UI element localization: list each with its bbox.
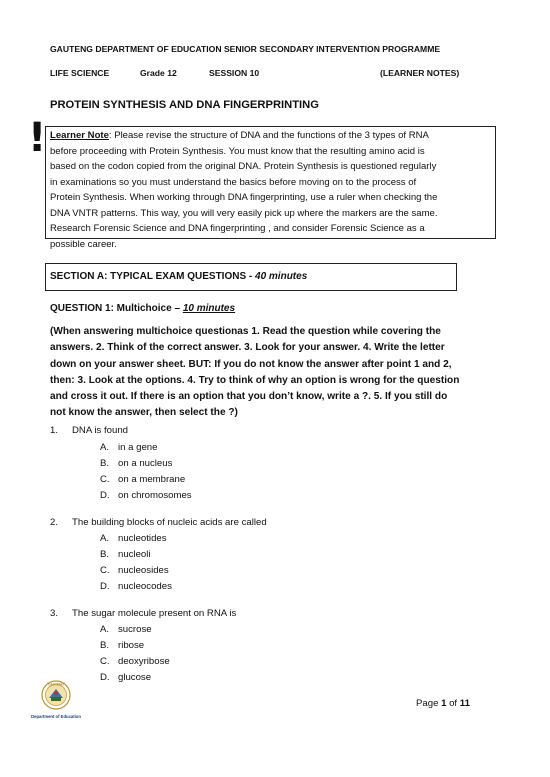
program-header: GAUTENG DEPARTMENT OF EDUCATION SENIOR SECONDARY INTERVENTION PROGRAMME	[50, 44, 441, 54]
question1-time: 10 minutes	[182, 303, 236, 314]
question-stem: The sugar molecule present on RNA is	[72, 608, 237, 619]
option-text: glucose	[118, 672, 152, 683]
option-text: deoxyribose	[118, 656, 170, 667]
option-letter: A.	[100, 624, 110, 635]
instructions	[50, 324, 498, 422]
option-letter: B.	[100, 549, 110, 560]
option-letter: C.	[100, 565, 110, 576]
current-page: 1	[441, 698, 447, 709]
option-letter: B.	[100, 458, 110, 469]
option-text: nucleocodes	[118, 581, 172, 592]
question-number: 3.	[50, 608, 59, 619]
option-letter: D.	[100, 672, 110, 683]
option-letter: B.	[100, 640, 110, 651]
instruction-line: answers. 2. Think of the correct answer. 3. Look for your answer. 4. Write the letter	[50, 342, 445, 354]
logo-text: GAUTENG	[48, 682, 64, 687]
instruction-line: not know the answer, then select the ?)	[50, 407, 238, 419]
learner-note-line: : Please revise the structure of DNA and the functions of the 3 types of RNA	[108, 130, 429, 141]
section-label: SECTION A: TYPICAL EXAM QUESTIONS -	[50, 271, 256, 282]
learner-note-line: DNA VNTR patterns. This way, you will very easily pick up where the markers are the same.	[50, 207, 438, 219]
instruction-line: (When answering multichoice questionas 1. Read the question while covering the	[50, 326, 441, 337]
question-number: 1.	[50, 425, 59, 436]
learner-note-line: possible career.	[50, 238, 117, 250]
option-text: sucrose	[118, 624, 152, 635]
question1-label: QUESTION 1: Multichoice –	[50, 303, 183, 314]
page-number	[416, 698, 470, 709]
page-label: Page	[416, 698, 442, 709]
page-of: of	[446, 698, 460, 709]
option-text: nucleoli	[118, 549, 151, 560]
option-text: in a gene	[118, 442, 158, 453]
learner-note-line: in examinations so you must understand the basics before moving on to the process of	[50, 176, 417, 188]
section-heading	[50, 271, 307, 282]
option-text: on chromosomes	[118, 490, 192, 501]
instruction-line: down on your answer sheet. BUT: If you do not know the answer after point 1 and 2,	[50, 358, 452, 370]
option-text: ribose	[118, 640, 145, 651]
section-time: 40 minutes	[255, 271, 308, 282]
option-text: on a membrane	[118, 474, 186, 485]
learner-note-label: Learner Note	[50, 130, 109, 141]
question-stem: DNA is found	[72, 425, 128, 436]
option-letter: D.	[100, 490, 110, 501]
learner-note-line: Protein Synthesis. When working through DNA fingerprinting, use a ruler when checking the	[50, 192, 438, 204]
instruction-line: then: 3. Look at the options. 4. Try to think of why an option is wrong for the question	[50, 374, 460, 386]
page-title: PROTEIN SYNTHESIS AND DNA FINGERPRINTING	[50, 99, 319, 111]
option-letter: A.	[100, 442, 110, 453]
option-letter: D.	[100, 581, 110, 592]
notes-type-label: (LEARNER NOTES)	[380, 68, 460, 78]
option-letter: A.	[100, 533, 110, 544]
option-letter: C.	[100, 656, 110, 667]
option-text: nucleotides	[118, 533, 167, 544]
total-pages: 11	[459, 698, 470, 709]
question1-heading	[50, 303, 235, 314]
learner-note-line: before proceeding with Protein Synthesis. You must know that the resulting amino acid is	[50, 145, 425, 157]
learner-note-text	[50, 128, 493, 252]
question-stem: The building blocks of nucleic acids are called	[72, 517, 267, 528]
option-text: on a nucleus	[118, 458, 173, 469]
logo-caption: Department of Education	[31, 714, 81, 719]
grade-label: Grade 12	[140, 68, 177, 78]
option-text: nucleosides	[118, 565, 169, 576]
learner-note-line: based on the codon copied from the original DNA. Protein Synthesis is questioned regularly	[50, 161, 437, 173]
question-number: 2.	[50, 517, 59, 528]
gauteng-logo	[31, 678, 81, 722]
instruction-line: and cross it out. If there is an option that you don’t know, write a ?. 5. If you still do	[50, 391, 448, 403]
option-letter: C.	[100, 474, 110, 485]
session-label: SESSION 10	[209, 68, 260, 78]
subject-label: LIFE SCIENCE	[50, 68, 110, 78]
learner-note-line: Research Forensic Science and DNA fingerprinting , and consider Forensic Science as a	[50, 223, 425, 235]
exclamation-icon: !	[28, 115, 47, 161]
